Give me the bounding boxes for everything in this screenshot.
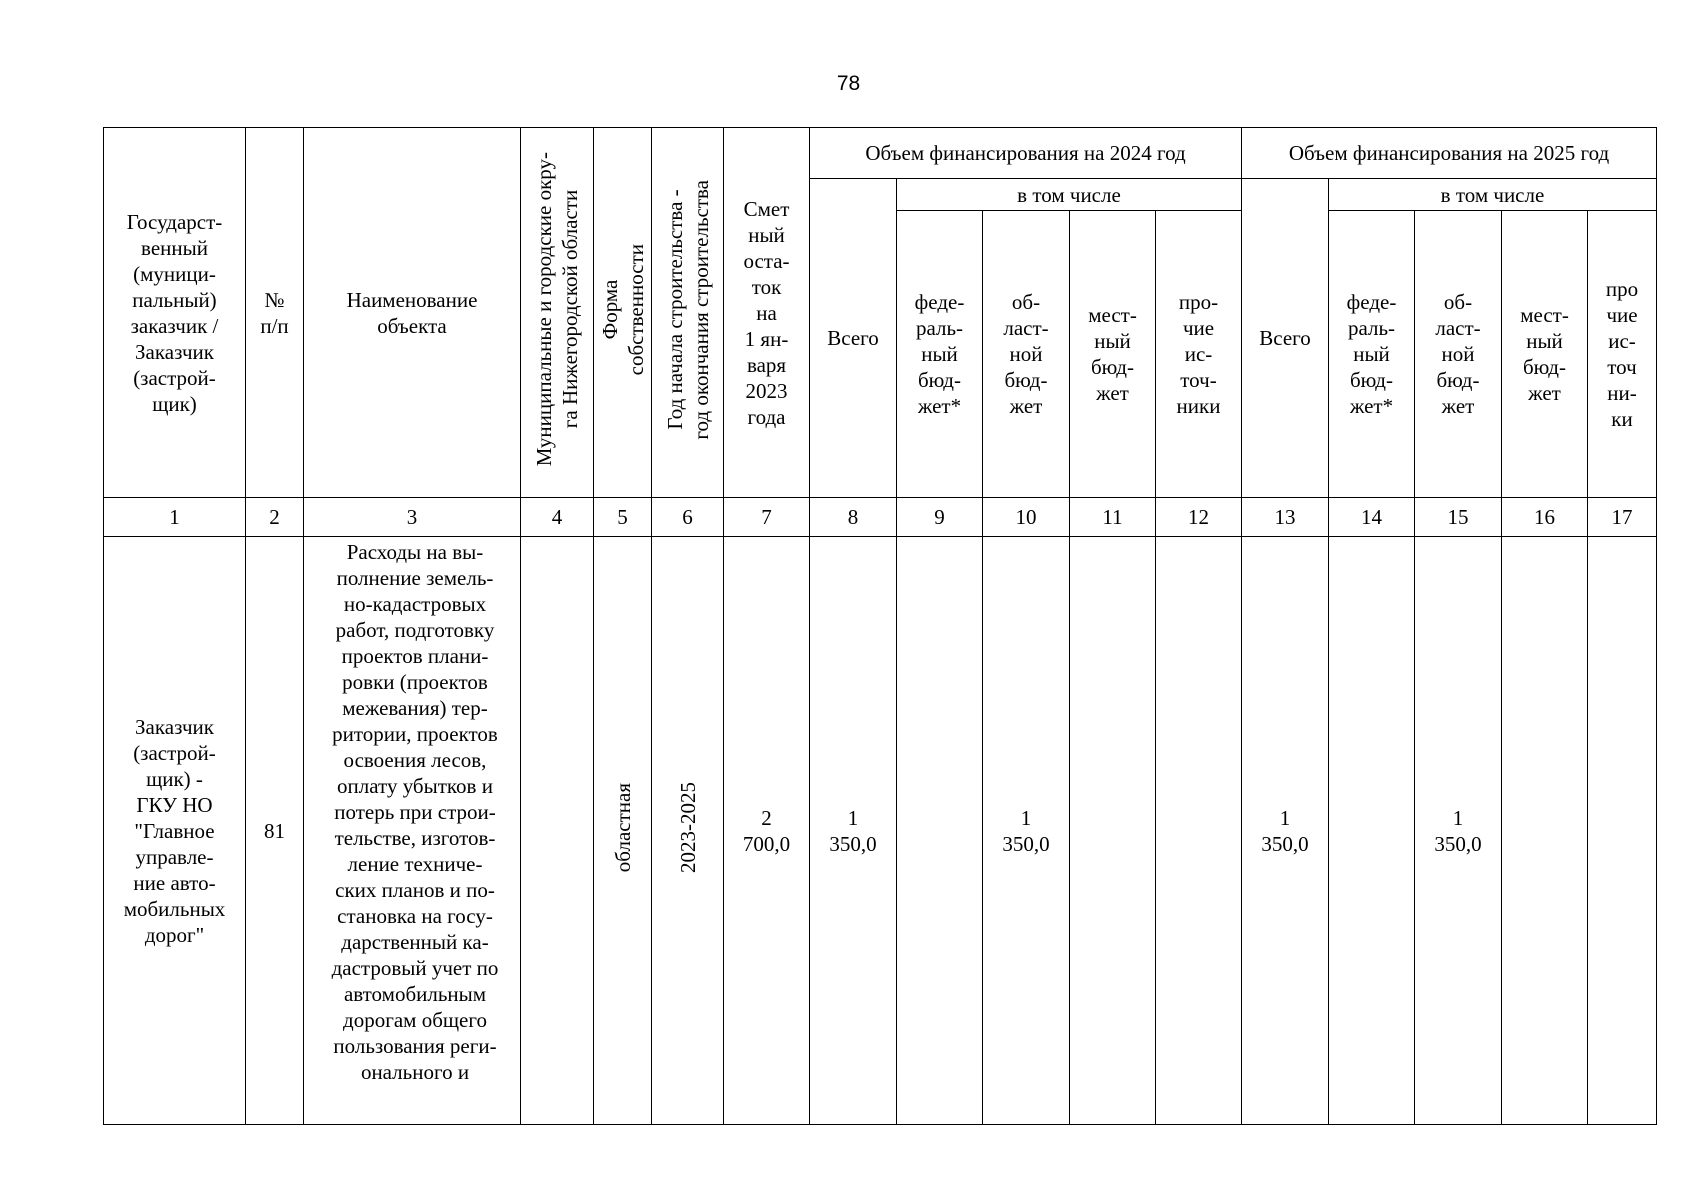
column-number: 1 [104, 498, 246, 537]
row-regional-2024: 1 350,0 [983, 537, 1070, 1125]
column-number: 6 [652, 498, 724, 537]
column-number: 9 [897, 498, 983, 537]
header-total-2024: Всего [810, 179, 897, 498]
header-including-2025: в том числе [1329, 179, 1657, 211]
header-financing-2024: Объем финансирования на 2024 год [810, 128, 1242, 179]
header-other-2024: про- чие ис- точ- ники [1156, 211, 1242, 498]
column-number: 17 [1588, 498, 1657, 537]
row-total-2025: 1 350,0 [1242, 537, 1329, 1125]
row-customer: Заказчик (застрой- щик) - ГКУ НО "Главное управле- ние авто- мобильных дорог" [104, 537, 246, 1125]
column-number: 16 [1502, 498, 1588, 537]
header-regional-2024: об- ласт- ной бюд- жет [983, 211, 1070, 498]
column-number: 2 [246, 498, 304, 537]
column-number: 12 [1156, 498, 1242, 537]
table-row [104, 537, 1657, 1125]
row-local-2024 [1070, 537, 1156, 1125]
header-years: Год начала строительства - год окончания строительства [652, 128, 724, 498]
column-number: 7 [724, 498, 810, 537]
header-federal-2024: феде- раль- ный бюд- жет* [897, 211, 983, 498]
row-regional-2025: 1 350,0 [1415, 537, 1502, 1125]
row-number: 81 [246, 537, 304, 1125]
column-number: 10 [983, 498, 1070, 537]
page-number: 78 [836, 72, 861, 95]
header-customer: Государст- венный (муници- пальный) заказчик / Заказчик (застрой- щик) [104, 128, 246, 498]
header-regional-2025: об- ласт- ной бюд- жет [1415, 211, 1502, 498]
header-municipality: Муниципальные и городские окру- га Нижегородской области [521, 128, 594, 498]
row-federal-2025 [1329, 537, 1415, 1125]
row-other-2024 [1156, 537, 1242, 1125]
column-number: 3 [304, 498, 521, 537]
column-number: 11 [1070, 498, 1156, 537]
header-financing-2025: Объем финансирования на 2025 год [1242, 128, 1657, 179]
row-ownership: областная [594, 537, 652, 1125]
header-other-2025: про чие ис- точ ни- ки [1588, 211, 1657, 498]
header-estimate: Смет ный оста- ток на 1 ян- варя 2023 года [724, 128, 810, 498]
header-number: № п/п [246, 128, 304, 498]
row-local-2025 [1502, 537, 1588, 1125]
row-municipality [521, 537, 594, 1125]
row-years: 2023-2025 [652, 537, 724, 1125]
header-local-2025: мест- ный бюд- жет [1502, 211, 1588, 498]
header-local-2024: мест- ный бюд- жет [1070, 211, 1156, 498]
header-ownership: Форма собственности [594, 128, 652, 498]
header-including-2024: в том числе [897, 179, 1242, 211]
header-object-name: Наименование объекта [304, 128, 521, 498]
row-other-2025 [1588, 537, 1657, 1125]
financing-table [103, 127, 1657, 1125]
row-total-2024: 1 350,0 [810, 537, 897, 1125]
header-row-1 [104, 128, 1657, 179]
column-number: 8 [810, 498, 897, 537]
header-federal-2025: феде- раль- ный бюд- жет* [1329, 211, 1415, 498]
header-total-2025: Всего [1242, 179, 1329, 498]
row-estimate: 2 700,0 [724, 537, 810, 1125]
row-federal-2024 [897, 537, 983, 1125]
column-number: 14 [1329, 498, 1415, 537]
row-object: Расходы на вы- полнение земель- но-кадастровых работ, подготовку проектов плани- ровки (проектов межевания) тер- ритории, проектов освоения лесов, оплату убытков и потерь при строи- тельстве, изготов- ление техниче- ских планов и по- становка на госу- дарственный ка- дастровый учет по автомобильным дорогам общего пользования реги- онального и [304, 537, 521, 1125]
column-number-row [104, 498, 1657, 537]
column-number: 4 [521, 498, 594, 537]
column-number: 5 [594, 498, 652, 537]
column-number: 13 [1242, 498, 1329, 537]
column-number: 15 [1415, 498, 1502, 537]
